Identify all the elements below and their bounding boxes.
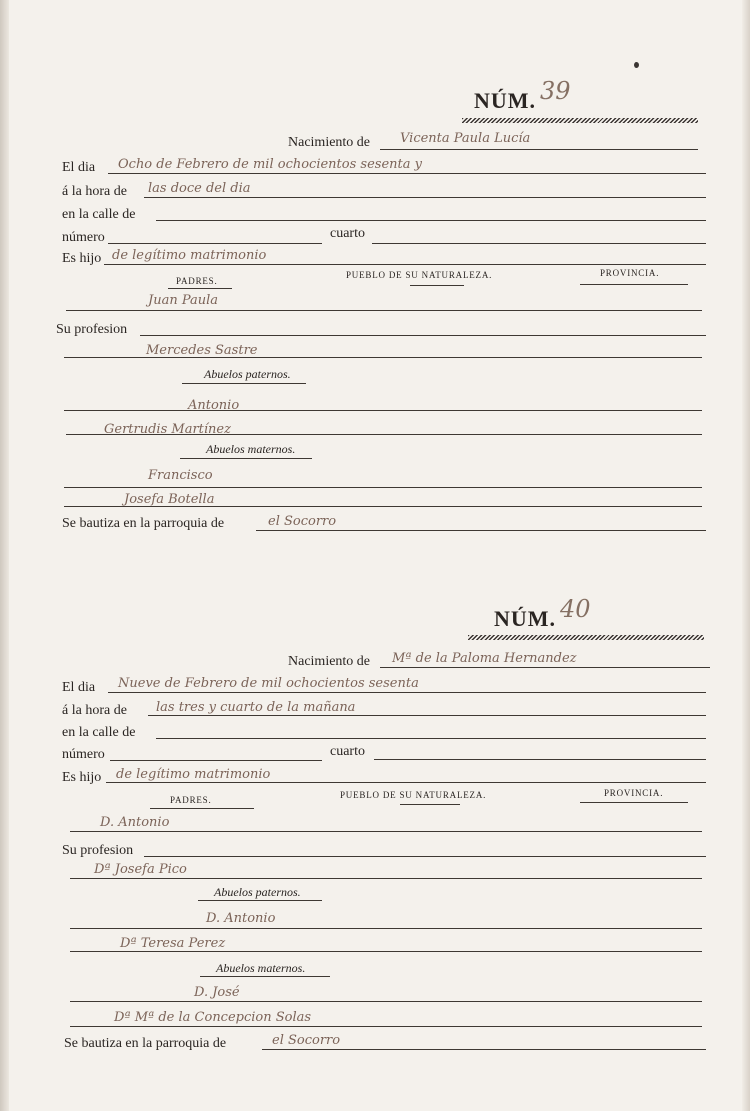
eshijo-label: Es hijo (62, 770, 102, 785)
cuarto-label: cuarto (330, 744, 365, 759)
abuelos-maternos-label: Abuelos maternos. (206, 442, 296, 456)
abuelo-paterno-line (70, 928, 702, 929)
left-binding-edge (0, 0, 9, 1111)
hora-value: las tres y cuarto de la mañana (156, 700, 356, 715)
numero-label: número (62, 747, 105, 762)
entry-number-value: 39 (540, 77, 571, 105)
profesion-line (140, 335, 706, 336)
profesion-label: Su profesion (62, 843, 134, 858)
abuelos-paternos-label: Abuelos paternos. (204, 367, 291, 381)
hora-label: á la hora de (62, 703, 127, 718)
madre-value: Dª Josefa Pico (94, 862, 187, 877)
bautiza-line (256, 530, 706, 531)
padres-header: PADRES. (170, 795, 212, 805)
eshijo-line (106, 782, 706, 783)
profesion-label: Su profesion (56, 322, 128, 337)
nacimiento-label: Nacimiento de (288, 135, 371, 150)
dia-label: El dia (62, 680, 96, 695)
padres-underline (168, 288, 232, 289)
hora-label: á la hora de (62, 184, 127, 199)
abuela-paterna-line (70, 951, 702, 952)
abuelo-paterno-value: D. Antonio (206, 911, 276, 926)
right-page-edge (742, 0, 750, 1111)
abuela-materna-line (64, 506, 702, 507)
abuelo-materno-value: D. José (194, 985, 240, 1000)
ornamental-rule (468, 635, 704, 640)
ink-spot (634, 62, 639, 68)
madre-value: Mercedes Sastre (146, 343, 258, 358)
abuela-paterna-value: Dª Teresa Perez (120, 936, 226, 951)
cuarto-line (374, 759, 706, 760)
cuarto-label: cuarto (330, 226, 365, 241)
numero-label: número (62, 230, 105, 245)
numero-line (108, 243, 322, 244)
eshijo-line (104, 264, 706, 265)
provincia-header: PROVINCIA. (604, 788, 664, 798)
abuela-materna-value: Dª Mª de la Concepcion Solas (114, 1010, 312, 1025)
abuelo-materno-value: Francisco (148, 468, 213, 483)
dia-value: Ocho de Febrero de mil ochocientos sesenta y (118, 157, 422, 172)
abuelos-maternos-label: Abuelos maternos. (216, 961, 306, 975)
abuelos-maternos-underline (180, 458, 312, 459)
abuela-materna-line (70, 1026, 702, 1027)
calle-line (156, 220, 706, 221)
bautiza-value: el Socorro (268, 514, 337, 529)
pueblo-header: PUEBLO DE SU NATURALEZA. (340, 790, 487, 800)
bautiza-label: Se bautiza en la parroquia de (62, 516, 225, 531)
pueblo-underline (410, 285, 464, 286)
hora-line (144, 197, 706, 198)
dia-line (108, 692, 706, 693)
nacimiento-value: Vicenta Paula Lucía (400, 131, 531, 146)
dia-label: El dia (62, 160, 96, 175)
bautiza-label: Se bautiza en la parroquia de (64, 1036, 227, 1051)
entry-number-label: NÚM. (494, 606, 557, 631)
provincia-underline (580, 284, 688, 285)
profesion-line (144, 856, 706, 857)
calle-label: en la calle de (62, 207, 136, 222)
dia-value: Nueve de Febrero de mil ochocientos sesenta (118, 676, 419, 691)
eshijo-label: Es hijo (62, 251, 102, 266)
nacimiento-line (380, 149, 698, 150)
entry-number-value: 40 (560, 595, 591, 623)
padre-line (66, 310, 702, 311)
abuelo-materno-line (64, 487, 702, 488)
hora-line (148, 715, 706, 716)
padre-value: D. Antonio (100, 815, 170, 830)
nacimiento-line (380, 667, 710, 668)
madre-line (64, 357, 702, 358)
abuelos-paternos-label: Abuelos paternos. (214, 885, 301, 899)
abuela-paterna-line (66, 434, 702, 435)
numero-line (110, 760, 322, 761)
abuelos-paternos-underline (182, 383, 306, 384)
pueblo-header: PUEBLO DE SU NATURALEZA. (346, 270, 493, 280)
provincia-header: PROVINCIA. (600, 268, 660, 278)
entry-number-label: NÚM. (474, 88, 537, 113)
madre-line (70, 878, 702, 879)
provincia-underline (580, 802, 688, 803)
padres-underline (150, 808, 254, 809)
ornamental-rule (462, 118, 698, 123)
abuela-materna-value: Josefa Botella (124, 492, 215, 507)
bautiza-line (262, 1049, 706, 1050)
calle-line (156, 738, 706, 739)
padre-line (70, 831, 702, 832)
abuelo-paterno-line (64, 410, 702, 411)
padres-header: PADRES. (176, 276, 218, 286)
abuelos-paternos-underline (198, 900, 322, 901)
abuelo-materno-line (70, 1001, 702, 1002)
hora-value: las doce del dia (148, 181, 251, 196)
cuarto-line (372, 243, 706, 244)
eshijo-value: de legítimo matrimonio (112, 248, 267, 263)
abuela-paterna-value: Gertrudis Martínez (104, 422, 231, 437)
bautiza-value: el Socorro (272, 1033, 341, 1048)
abuelos-maternos-underline (200, 976, 330, 977)
dia-line (108, 173, 706, 174)
nacimiento-value: Mª de la Paloma Hernandez (392, 651, 577, 666)
calle-label: en la calle de (62, 725, 136, 740)
padre-value: Juan Paula (148, 293, 219, 308)
eshijo-value: de legítimo matrimonio (116, 767, 271, 782)
nacimiento-label: Nacimiento de (288, 654, 371, 669)
abuelo-paterno-value: Antonio (188, 398, 240, 413)
pueblo-underline (400, 804, 460, 805)
